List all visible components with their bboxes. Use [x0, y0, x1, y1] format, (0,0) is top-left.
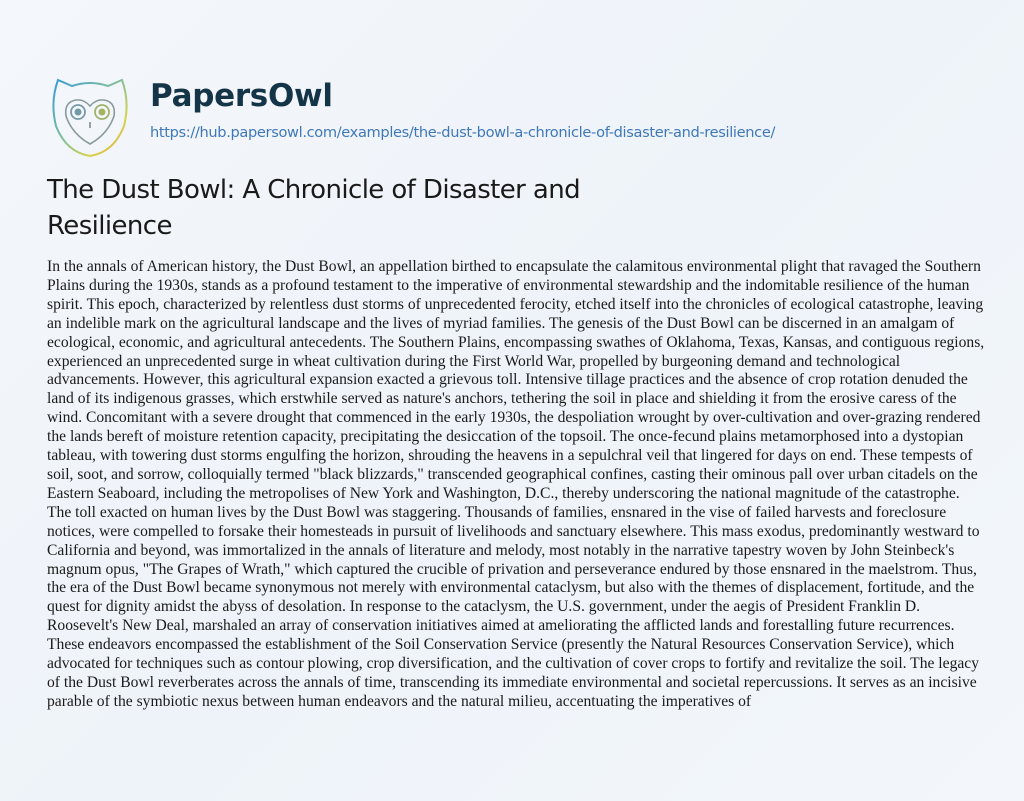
page-title: The Dust Bowl: A Chronicle of Disaster and Resilience	[47, 175, 581, 241]
brand-name: PapersOwl	[150, 78, 333, 114]
site-header	[50, 72, 990, 162]
article-body: In the annals of American history, the Dust Bowl, an appellation birthed to encapsulate the calamitous environmental plight that ravaged the Southern Plains during the 1930s, stands as a profound testament to the imperative of environmental stewardship and the indomitable resilience of the human spirit. This epoch, characterized by relentless dust storms of unprecedented ferocity, etched itself into the chronicles of ecological catastrophe, leaving an indelible mark on the agricultural landscape and the lives of myriad families. The genesis of the Dust Bowl can be discerned in an amalgam of ecological, economic, and agricultural antecedents. The Southern Plains, encompassing swathes of Oklahoma, Texas, Kansas, and contiguous regions, experienced an unprecedented surge in wheat cultivation during the First World War, propelled by burgeoning demand and technological advancements. However, this agricultural expansion exacted a grievous toll. Intensive tillage practices and the absence of crop rotation denuded the land of its indigenous grasses, which erstwhile served as nature's anchors, tethering the soil in place and shielding it from the erosive caress of the wind. Concomitant with a severe drought that commenced in the early 1930s, the despoliation wrought by over-cultivation and over-grazing rendered the lands bereft of moisture retention capacity, precipitating the desiccation of the topsoil. The once-fecund plains metamorphosed into a dystopian tableau, with towering dust storms engulfing the horizon, shrouding the heavens in a sepulchral veil that lingered for days on end. These tempests of soil, soot, and sorrow, colloquially termed "black blizzards," transcended geographical confines, casting their ominous pall over urban citadels on the Eastern Seaboard, including the metropolises of New York and Washington, D.C., thereby underscoring the national magnitude of the catastrophe. The toll exacted on human lives by the Dust Bowl was staggering. Thousands of families, ensnared in the vise of failed harvests and foreclosure notices, were compelled to forsake their homesteads in pursuit of livelihoods and sanctuary elsewhere. This mass exodus, predominantly westward to California and beyond, was immortalized in the annals of literature and melody, most notably in the narrative tapestry woven by John Steinbeck's magnum opus, "The Grapes of Wrath," which captured the crucible of privation and perseverance endured by those ensnared in the maelstrom. Thus, the era of the Dust Bowl became synonymous not merely with environmental cataclysm, but also with the themes of displacement, fortitude, and the quest for dignity amidst the abyss of desolation. In response to the cataclysm, the U.S. government, under the aegis of President Franklin D. Roosevelt's New Deal, marshaled an array of conservation initiatives aimed at ameliorating the afflicted lands and forestalling future recurrences. These endeavors encompassed the establishment of the Soil Conservation Service (presently the Natural Resources Conservation Service), which advocated for techniques such as contour plowing, crop diversification, and the cultivation of cover crops to fortify and revitalize the soil. The legacy of the Dust Bowl reverberates across the annals of time, transcending its immediate environmental and societal repercussions. It serves as an incisive parable of the symbiotic nexus between human endeavors and the natural milieu, accentuating the imperatives of	[47, 258, 985, 710]
owl-logo-icon	[50, 72, 130, 158]
article-url-link[interactable]: https://hub.papersowl.com/examples/the-dust-bowl-a-chronicle-of-disaster-and-resilience/	[150, 124, 776, 141]
